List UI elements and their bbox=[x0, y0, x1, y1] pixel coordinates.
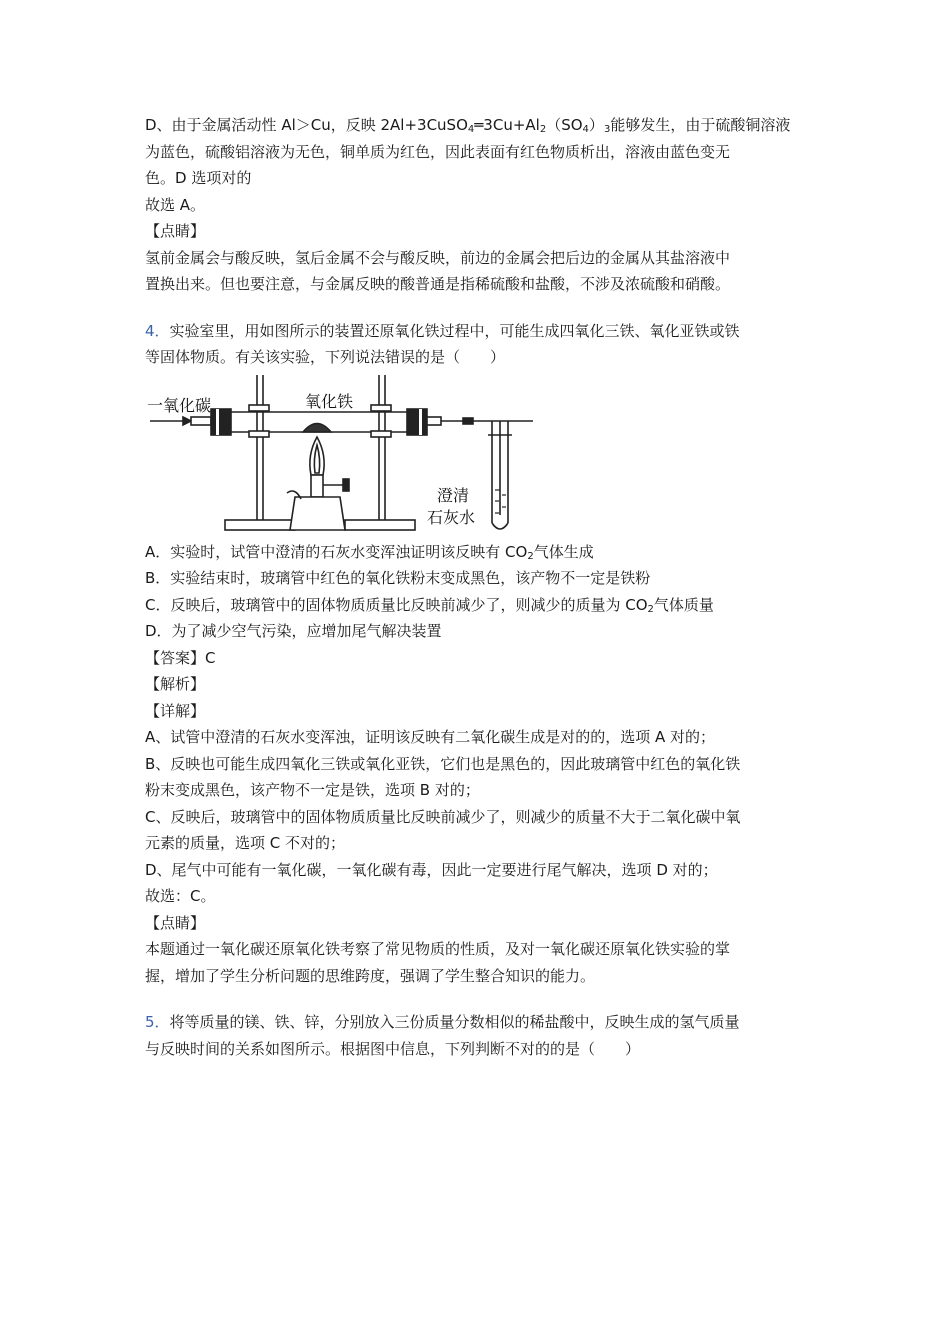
carbon-monoxide-label: 一氧化碳 bbox=[147, 395, 212, 415]
detail-a: A、试管中澄清的石灰水变浑浊，证明该反映有二氧化碳生成是对的的，选项 A 对的； bbox=[145, 728, 716, 746]
explanation-d-line2: 为蓝色，硫酸铝溶液为无色，铜单质为红色，因此表面有红色物质析出，溶液由蓝色变无 bbox=[145, 142, 731, 161]
tip-line: 氢前金属会与酸反映，氢后金属不会与酸反映，前边的金属会把后边的金属从其盐溶液中 bbox=[145, 248, 731, 267]
tip-line: 置换出来。但也要注意，与金属反映的酸普通是指稀硫酸和盐酸，不涉及浓硫酸和硝酸。 bbox=[145, 275, 731, 293]
answer-line: 【答案】C bbox=[145, 648, 216, 667]
detail-c-cont: 元素的质量，选项 C 不对的； bbox=[145, 834, 346, 852]
question-5-stem: 5．将等质量的镁、铁、锌，分别放入三份质量分数相似的稀盐酸中，反映生成的氢气质量 bbox=[145, 1013, 740, 1031]
option-c: C．反映后，玻璃管中的固体物质质量比反映前减少了，则减少的质量为 $CO_2$气体质量 bbox=[145, 595, 714, 615]
detail-c: C、反映后，玻璃管中的固体物质质量比反映前减少了，则减少的质量不大于二氧化碳中氧 bbox=[145, 807, 741, 826]
option-b: B．实验结束时，玻璃管中红色的氧化铁粉末变成黑色，该产物不一定是铁粉 bbox=[145, 569, 651, 587]
tip-heading: 【点睛】 bbox=[145, 913, 206, 932]
detail-heading: 【详解】 bbox=[145, 701, 206, 720]
question-number: 5． bbox=[145, 1013, 170, 1031]
explanation-d-line3: 色。D 选项对的 bbox=[145, 169, 252, 187]
analysis-heading: 【解析】 bbox=[145, 675, 206, 693]
option-a: A．实验时，试管中澄清的石灰水变浑浊证明该反映有 $CO_2$气体生成 bbox=[145, 542, 594, 562]
tip-line: 握，增加了学生分析问题的思维跨度，强调了学生整合知识的能力。 bbox=[145, 966, 596, 985]
apparatus-figure bbox=[145, 375, 545, 535]
question-4-stem-cont: 等固体物质。有关该实验，下列说法错误的是（ ） bbox=[145, 348, 506, 366]
limewater-label-1: 澄清 bbox=[437, 485, 470, 505]
explanation-d-line1: D、由于金属活动性 Al＞Cu，反映 $2Al+3CuSO_4═3Cu+Al_2(SO_4)_3$能够发生，由于硫酸铜溶液 bbox=[145, 116, 791, 135]
document-page bbox=[145, 112, 810, 1062]
limewater-label-2: 石灰水 bbox=[427, 507, 476, 527]
tip-heading: 【点睛】 bbox=[145, 222, 206, 240]
question-4-stem: 4．实验室里，用如图所示的装置还原氧化铁过程中，可能生成四氧化三铁、氧化亚铁或铁 bbox=[145, 321, 740, 340]
detail-d: D、尾气中可能有一氧化碳，一氧化碳有毒，因此一定要进行尾气解决，选项 D 对的； bbox=[145, 860, 718, 879]
option-d: D．为了减少空气污染，应增加尾气解决装置 bbox=[145, 622, 442, 640]
answer-choice: 故选：C。 bbox=[145, 887, 216, 905]
detail-b-cont: 粉末变成黑色，该产物不一定是铁，选项 B 对的； bbox=[145, 781, 480, 799]
detail-b: B、反映也可能生成四氧化三铁或氧化亚铁，它们也是黑色的，因此玻璃管中红色的氧化铁 bbox=[145, 754, 741, 773]
question-number: 4． bbox=[145, 321, 170, 340]
tip-line: 本题通过一氧化碳还原氧化铁考察了常见物质的性质，及对一氧化碳还原氧化铁实验的掌 bbox=[145, 940, 731, 958]
question-5-stem-cont: 与反映时间的关系如图所示。根据图中信息，下列判断不对的的是（ ） bbox=[145, 1039, 641, 1058]
answer-choice: 故选 A。 bbox=[145, 195, 206, 214]
iron-oxide-label: 氧化铁 bbox=[305, 391, 354, 411]
